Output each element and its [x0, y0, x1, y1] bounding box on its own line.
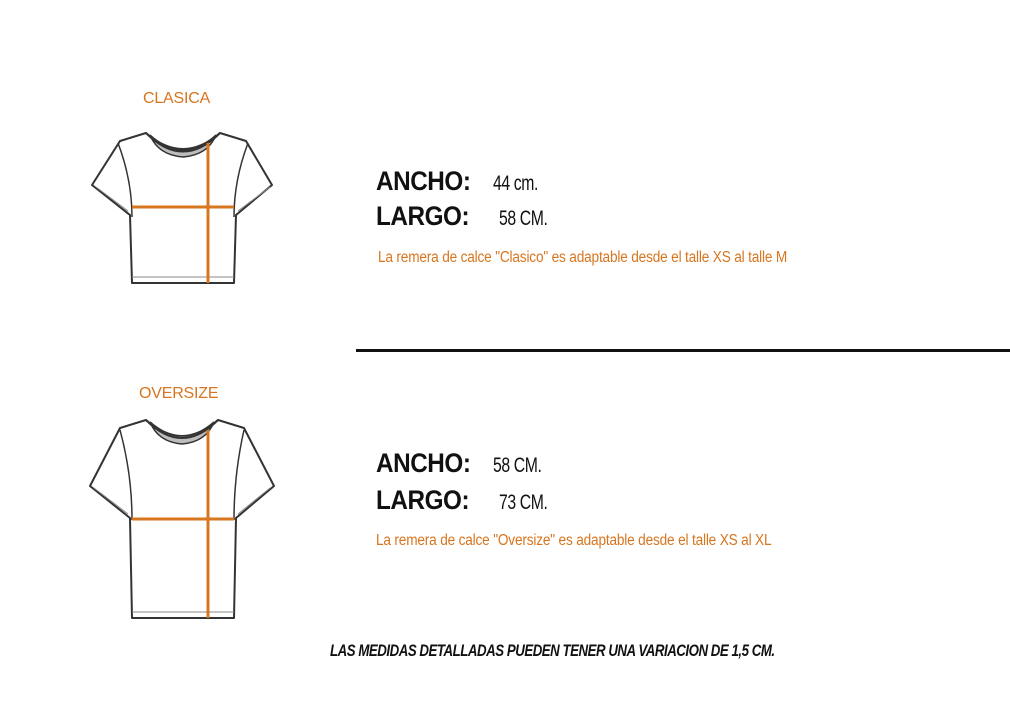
- classic-tshirt-diagram: [88, 125, 278, 290]
- ancho-label: ANCHO:: [376, 166, 471, 196]
- ancho-label: ANCHO:: [376, 448, 471, 478]
- largo-label: LARGO:: [376, 201, 470, 231]
- largo-row-oversize: [376, 485, 564, 516]
- largo-value: 58 CM.: [499, 207, 548, 230]
- ancho-value: 44 cm.: [493, 172, 539, 195]
- fit-note-oversize: La remera de calce "Oversize" es adaptable desde el talle XS al XL: [376, 532, 772, 549]
- fit-label-oversize: OVERSIZE: [139, 385, 219, 402]
- largo-value: 73 CM.: [499, 491, 548, 514]
- section-divider: [356, 349, 1010, 352]
- ancho-value: 58 CM.: [493, 454, 542, 477]
- oversize-tshirt-diagram: [86, 414, 278, 624]
- ancho-row-clasica: [376, 166, 553, 197]
- fit-note-clasica: La remera de calce "Clasico" es adaptable desde el talle XS al talle M: [378, 249, 788, 266]
- ancho-row-oversize: [376, 448, 558, 479]
- fit-label-clasica: CLASICA: [143, 90, 211, 107]
- largo-row-clasica: [376, 201, 564, 232]
- largo-label: LARGO:: [376, 485, 470, 515]
- measurement-disclaimer: LAS MEDIDAS DETALLADAS PUEDEN TENER UNA VARIACION DE 1,5 CM.: [330, 641, 775, 660]
